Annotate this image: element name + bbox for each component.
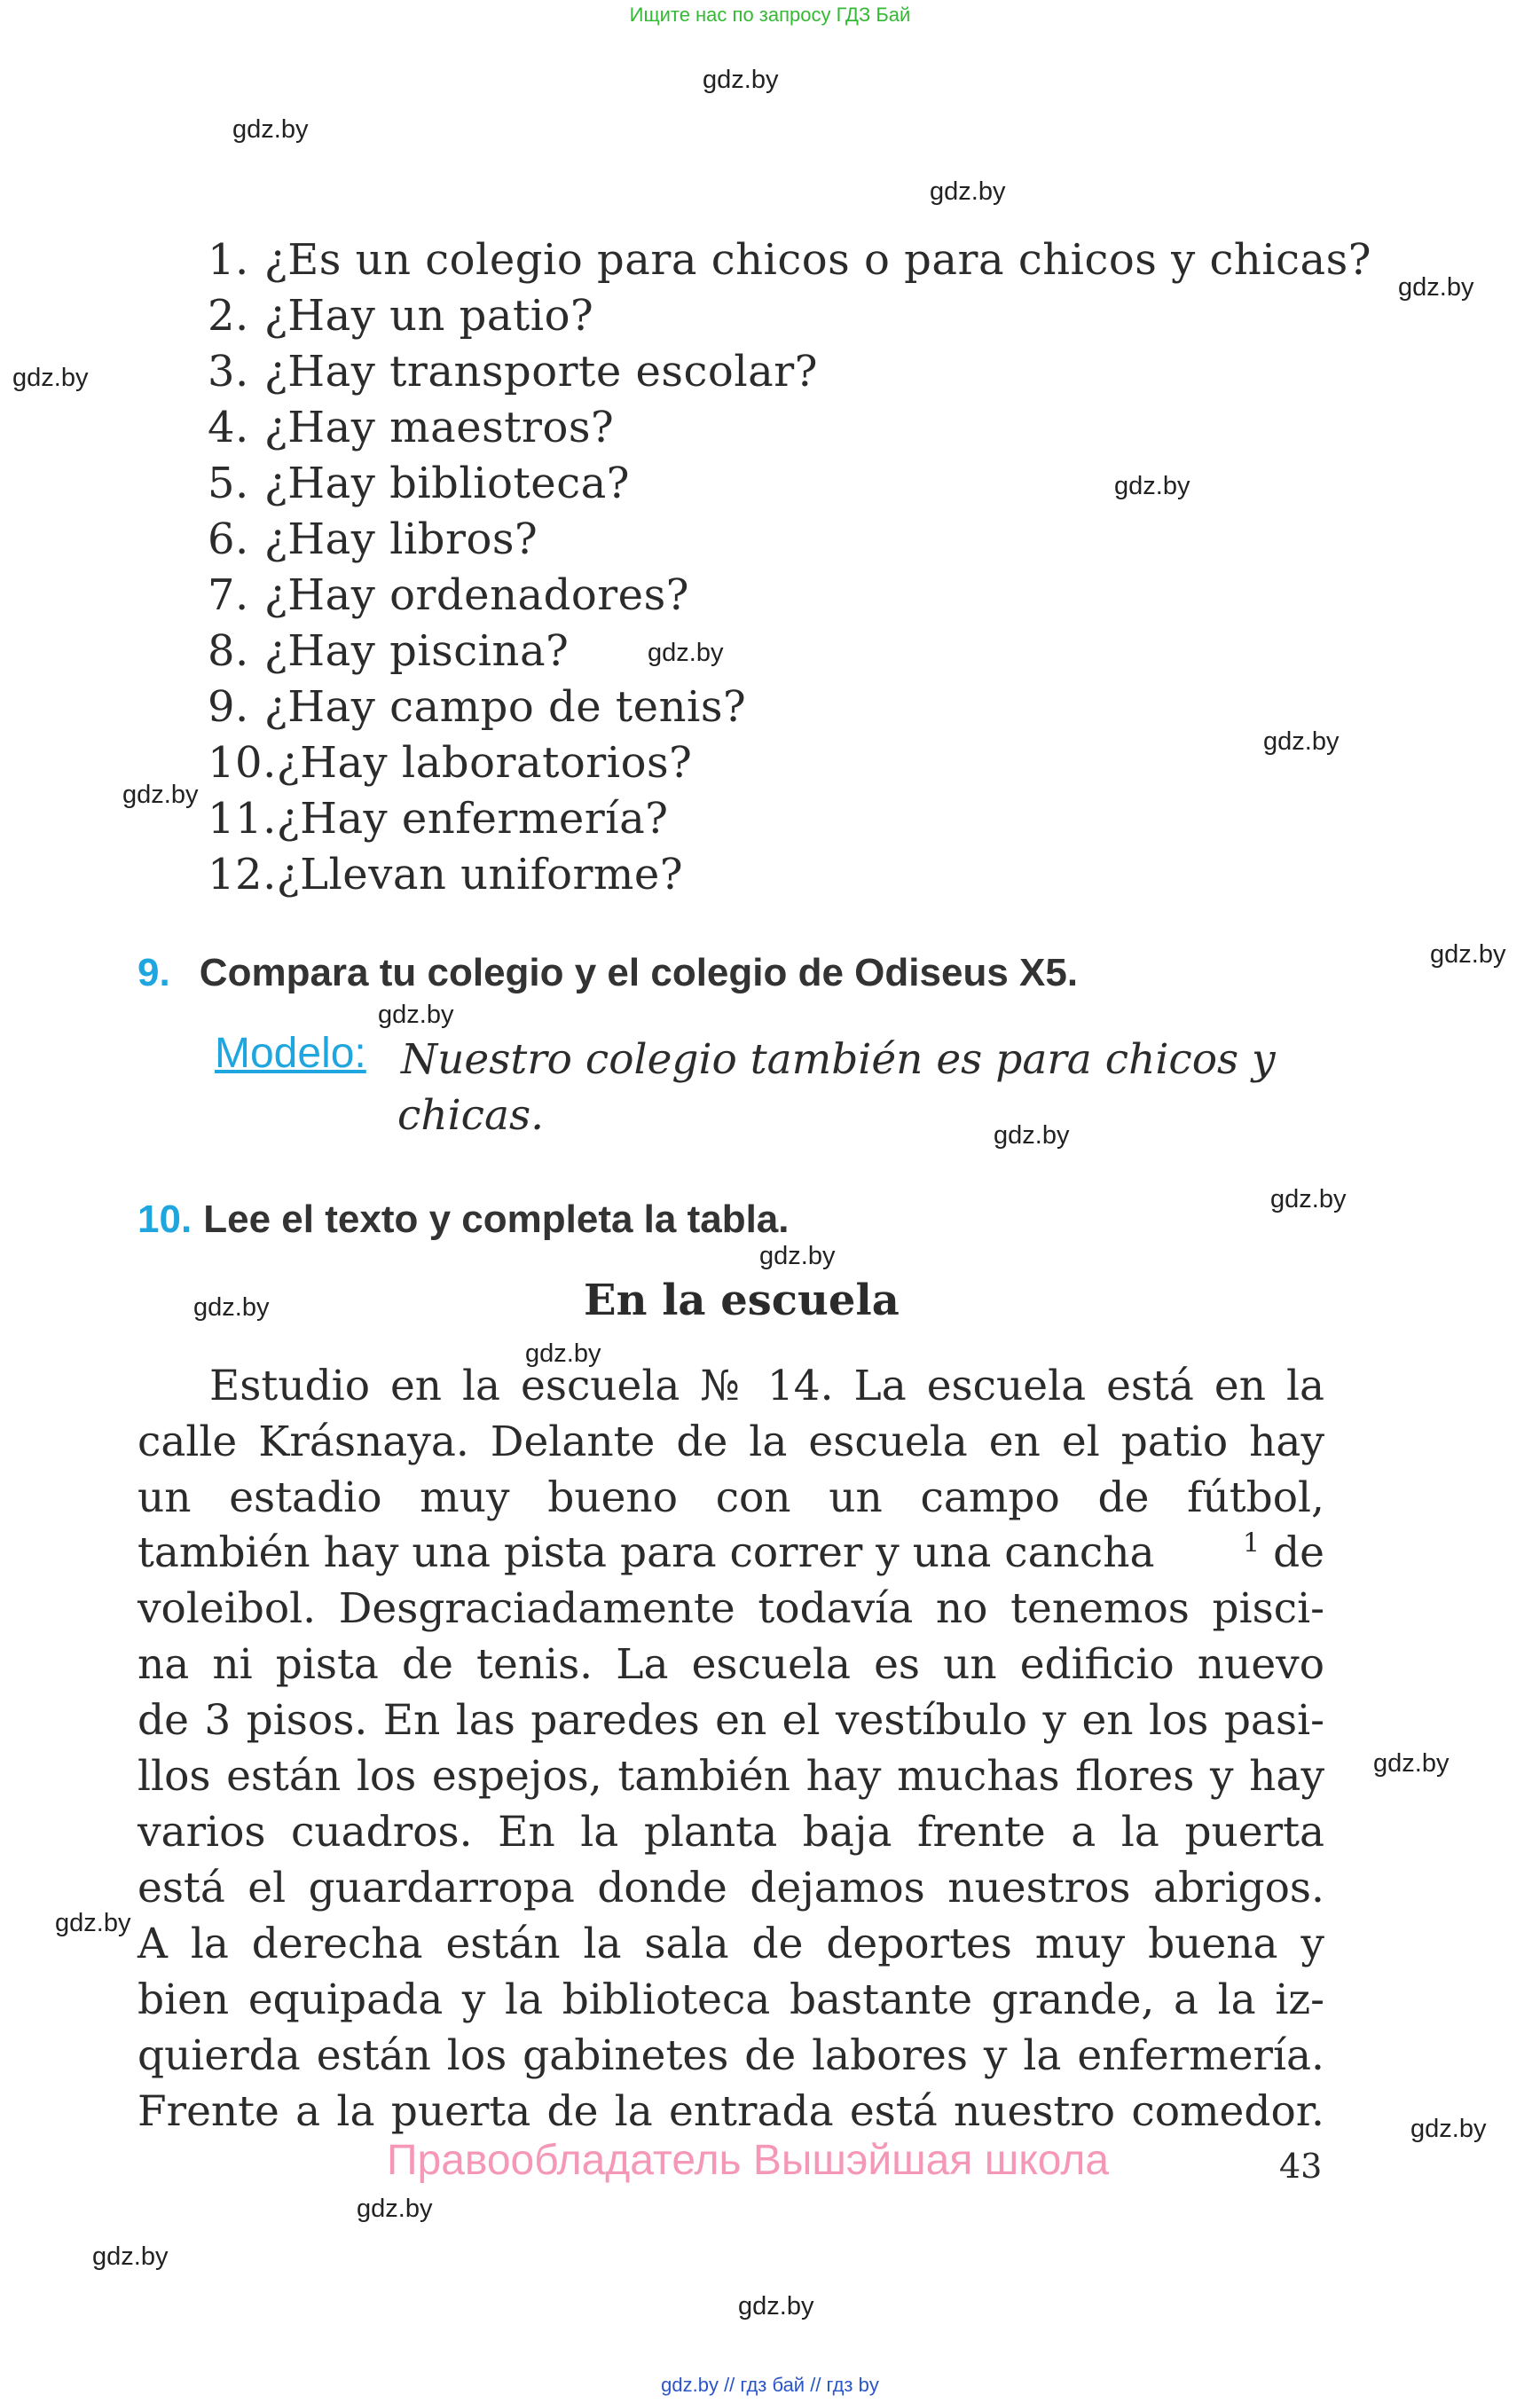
list-item: 7. ¿Hay ordenadores? (208, 570, 689, 620)
exercise-10-heading (138, 1198, 790, 1242)
modelo-link[interactable]: Modelo: (215, 1030, 366, 1077)
list-item: 11.¿Hay enfermería? (208, 794, 669, 844)
question-list (208, 232, 1371, 903)
watermark: gdz.by (759, 1242, 836, 1270)
paragraph-line: está el guardarropa donde dejamos nuestros abrigos. (138, 1864, 1324, 1912)
watermark: gdz.by (232, 115, 309, 144)
watermark: gdz.by (1270, 1185, 1347, 1213)
exercise-instruction: Lee el texto y completa la tabla. (203, 1198, 790, 1241)
list-item: 3. ¿Hay transporte escolar? (208, 347, 818, 397)
paragraph-line: voleibol. Desgraciadamente todavía no tenemos pisci- (138, 1584, 1324, 1633)
paragraph-line: un estadio muy bueno con un campo de fútbol, (138, 1473, 1324, 1522)
text-title: En la escuela (584, 1276, 900, 1325)
watermark: gdz.by (930, 177, 1006, 206)
list-item: 1. ¿Es un colegio para chicos o para chicos y chicas? (208, 235, 1372, 285)
top-banner[interactable]: Ищите нас по запросу ГДЗ Бай (629, 4, 911, 26)
paragraph-line: también hay una pista para correr y una cancha $^1$ de (138, 1527, 1324, 1577)
watermark: gdz.by (1410, 2115, 1487, 2143)
list-item: 2. ¿Hay un patio? (208, 291, 594, 341)
modelo-text-line: chicas. (397, 1091, 545, 1140)
modelo-text-line: Nuestro colegio también es para chicos y (401, 1035, 1276, 1084)
paragraph-line: na ni pista de tenis. La escuela es un edificio nuevo (138, 1640, 1324, 1689)
list-item: 6. ¿Hay libros? (208, 514, 538, 564)
paragraph-line: A la derecha están la sala de deportes muy buena y (138, 1920, 1324, 1968)
watermark: gdz.by (55, 1909, 131, 1937)
watermark: gdz.by (703, 66, 779, 94)
exercise-number: 9. (138, 951, 170, 994)
list-item: 10.¿Hay laboratorios? (208, 738, 693, 788)
exercise-number: 10. (138, 1198, 192, 1241)
list-item: 5. ¿Hay biblioteca? (208, 459, 630, 508)
watermark: gdz.by (12, 364, 89, 392)
watermark: gdz.by (378, 1001, 454, 1029)
list-item: 12.¿Llevan uniforme? (208, 850, 684, 899)
exercise-instruction: Compara tu colegio y el colegio de Odiseus X5. (199, 951, 1079, 994)
paragraph-line: Estudio en la escuela № 14. La escuela está en la (209, 1362, 1324, 1410)
watermark: gdz.by (1263, 727, 1340, 756)
bottom-links[interactable]: gdz.by // гдз бай // гдз by (661, 2374, 879, 2396)
watermark: gdz.by (92, 2242, 169, 2271)
watermark: gdz.by (1430, 940, 1506, 969)
paragraph-line: quierda están los gabinetes de labores y la enfermería. (138, 2031, 1324, 2080)
watermark: gdz.by (1398, 273, 1474, 302)
watermark: gdz.by (122, 781, 199, 809)
watermark: gdz.by (994, 1121, 1070, 1150)
watermark: gdz.by (738, 2292, 814, 2321)
list-item: 8. ¿Hay piscina? (208, 626, 570, 676)
watermark: gdz.by (193, 1293, 270, 1322)
watermark: gdz.by (1373, 1749, 1450, 1778)
watermark: gdz.by (357, 2195, 433, 2223)
list-item: 4. ¿Hay maestros? (208, 403, 615, 452)
paragraph-line: de 3 pisos. En las paredes en el vestíbulo y en los pasi- (138, 1696, 1324, 1745)
paragraph-line: llos están los espejos, también hay muchas flores y hay (138, 1752, 1324, 1801)
watermark: gdz.by (1114, 472, 1190, 500)
page-number: 43 (1279, 2147, 1323, 2186)
paragraph-line: varios cuadros. En la planta baja frente a la puerta (138, 1808, 1324, 1857)
exercise-9-heading (138, 951, 1078, 995)
paragraph-line: Frente a la puerta de la entrada está nuestro comedor. (138, 2087, 1324, 2136)
watermark: gdz.by (648, 639, 724, 667)
watermark: gdz.by (525, 1339, 601, 1368)
paragraph-line: calle Krásnaya. Delante de la escuela en el patio hay (138, 1417, 1324, 1466)
list-item: 9. ¿Hay campo de tenis? (208, 682, 747, 732)
paragraph-line: bien equipada y la biblioteca bastante grande, a la iz- (138, 1975, 1324, 2024)
footnote-mark: 1 (1243, 1527, 1261, 1559)
copyright-holder: Правообладатель Вышэйшая школа (387, 2137, 1110, 2184)
